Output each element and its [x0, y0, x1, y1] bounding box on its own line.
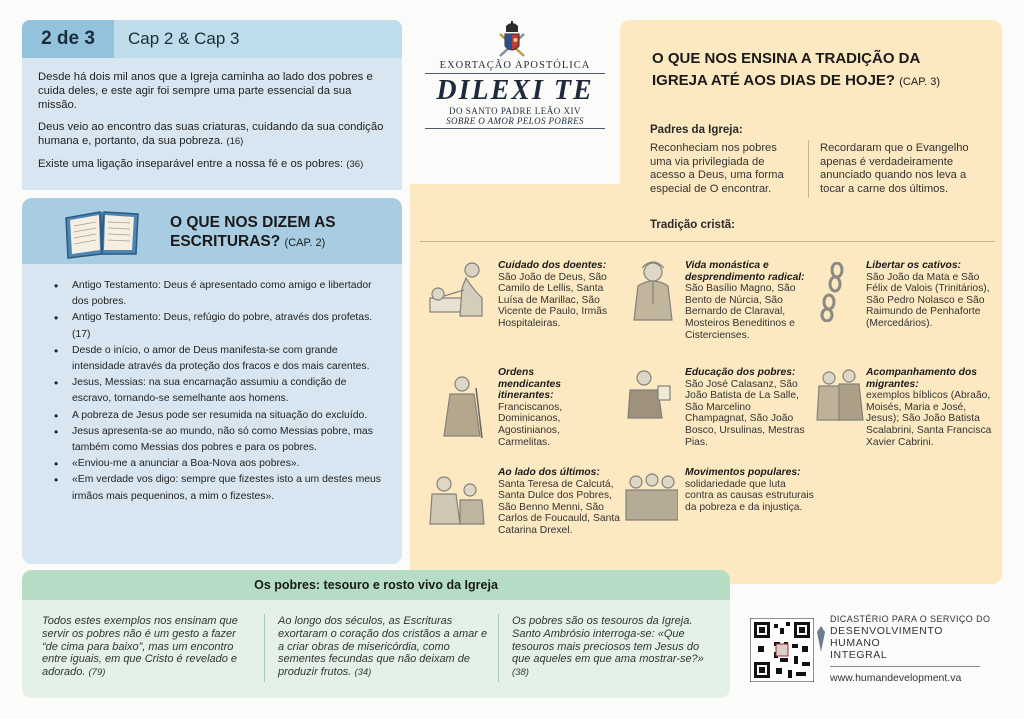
- tradition-cell-migrants: [866, 367, 994, 448]
- intro-p3-text: Existe uma ligação inseparável entre a nossa fé e os pobres:: [38, 158, 344, 170]
- title-rule-top: [425, 73, 605, 74]
- tradition-title: [652, 48, 982, 93]
- cell-body: Santa Teresa de Calcutá, Santa Dulce dos Pobres, São Benno Menni, São Carlos de Foucauld, Santa Catarina Drexel.: [498, 478, 620, 536]
- cell-body: São Basílio Magno, São Bento de Núrcia, São Bernardo de Claraval, Mosteiros Beneditinos e Cistercienses.: [685, 283, 796, 341]
- scriptures-title-text: ESCRITURAS?: [170, 233, 281, 250]
- scriptures-list: [54, 278, 382, 505]
- cell-title: Movimentos populares:: [685, 467, 801, 478]
- intro-paragraph-2: [38, 120, 386, 149]
- cell-title: Libertar os cativos:: [866, 260, 961, 271]
- cell-title: Cuidado dos doentes:: [498, 260, 607, 271]
- qr-code-icon[interactable]: [750, 618, 814, 682]
- cell-title: Vida monástica e desprendimento radical:: [685, 260, 805, 283]
- dicastery-line2: HUMANO: [830, 637, 881, 649]
- intro-p2-text: Deus veio ao encontro das suas criaturas, cuidando da sua condição humana e, portanto, da sua pobreza.: [38, 121, 384, 147]
- migrants-illustration: [815, 366, 865, 427]
- website-link[interactable]: www.humandevelopment.va: [830, 672, 962, 684]
- popular-movements-illustration: [624, 470, 678, 527]
- church-fathers-label: Padres da Igreja:: [650, 124, 743, 136]
- band-col2-ref: (34): [354, 667, 372, 679]
- tradition-cell-mendicant: [498, 367, 588, 448]
- treasure-band-title: Os pobres: tesouro e rosto vivo da Igreja: [22, 570, 730, 600]
- tradition-cell-education: [685, 367, 813, 448]
- band-col2-text: Ao longo dos séculos, as Escrituras exortaram o coração dos cristãos a amar e a criar obras de misericórdia, como sementes fecundas que não deixam de produzir frutos.: [278, 615, 488, 679]
- band-col1-text: Todos estes exemplos nos ensinam que servir os pobres não é um gesto a fazer “de cima para baixo”, mas um encontro entre iguais, em que Cristo é revelado e adorado.: [42, 615, 238, 679]
- list-item: • «Em verdade vos digo: sempre que fizestes isto a um destes meus irmãos mais pequeninos, a mim o fizestes».: [54, 472, 382, 504]
- church-fathers-text-1: Reconheciam nos pobres uma via privilegiada de acesso a Deus, uma forma especial de O encontrar.: [650, 142, 784, 195]
- list-item: • Desde o início, o amor de Deus manifesta-se com grande intensidade através da proteção dos fracos e dos mais carentes.: [54, 343, 382, 375]
- scriptures-title-line2: [170, 232, 336, 253]
- dicastery-name: [830, 614, 1000, 661]
- cell-body: solidariedade que luta contra as causas estruturais da pobreza e da injustiça.: [685, 478, 814, 513]
- list-item: • Antigo Testamento: Deus, refúgio do pobre, através dos profetas. (17): [54, 310, 382, 342]
- band-column-1: [42, 615, 254, 680]
- cell-title: Acompanhamento dos migrantes:: [866, 367, 977, 390]
- teacher-illustration: [622, 366, 674, 425]
- scriptures-title-cap: (CAP. 2): [284, 237, 326, 249]
- dicastery-line1: DESENVOLVIMENTO: [830, 625, 944, 637]
- intro-p2-ref: (16): [226, 136, 244, 147]
- cell-body: São João da Mata e São Félix de Valois (Trinitários), São Pedro Nolasco e São Raimundo de Penhaforte (Mercedários).: [866, 271, 990, 329]
- intro-panel: [22, 58, 402, 190]
- church-fathers-text-2: Recordaram que o Evangelho apenas é verdadeiramente anunciado quando nos leva a tocar a carne dos últimos.: [820, 142, 969, 195]
- cell-body: São João de Deus, São Camilo de Lellis, Santa Luísa de Marillac, São Vicente de Paulo, Irmãs Hospitaleiras.: [498, 271, 608, 329]
- beside-the-last-illustration: [426, 470, 490, 531]
- scriptures-title-line1: O QUE NOS DIZEM AS: [170, 214, 336, 231]
- band-divider-2: [498, 614, 499, 682]
- tradition-title-cap: (CAP. 3): [899, 76, 941, 88]
- document-title: DILEXI TE: [436, 75, 594, 106]
- intro-paragraph-1: Desde há dois mil anos que a Igreja caminha ao lado dos pobres e cuida deles, e este agir foi sempre uma parte essencial da sua missão.: [38, 71, 373, 111]
- exhortation-label: EXORTAÇÃO APOSTÓLICA: [439, 60, 591, 71]
- band-column-3: [512, 615, 718, 680]
- band-col3-ref: (38): [512, 667, 529, 679]
- monk-illustration: [628, 258, 678, 327]
- caring-sick-illustration: [426, 258, 494, 327]
- open-book-icon: [62, 204, 142, 267]
- christian-tradition-label: Tradição cristã:: [650, 219, 736, 231]
- tradition-cell-movements: [685, 467, 815, 513]
- tradition-title-line1: O QUE NOS ENSINA A TRADIÇÃO DA: [652, 50, 921, 67]
- scriptures-body: [22, 264, 402, 564]
- dicastery-emblem-icon: [816, 626, 826, 657]
- footer-rule: [830, 666, 980, 667]
- list-item: • «Enviou-me a anunciar a Boa-Nova aos pobres».: [54, 456, 382, 472]
- cell-body: São José Calasanz, São João Batista de La Salle, São Marcelino Champagnat, São João Bosco, Ursulinas, Mestras Pias.: [685, 378, 805, 448]
- mendicant-friar-illustration: [436, 374, 486, 445]
- dicastery-small-line: DICASTÉRIO PARA O SERVIÇO DO: [830, 614, 991, 624]
- band-col1-ref: (79): [88, 667, 106, 679]
- list-item: • Antigo Testamento: Deus é apresentado como amigo e libertador dos pobres.: [54, 278, 382, 310]
- intro-p3-ref: (36): [346, 159, 364, 170]
- subtitle-line: SOBRE O AMOR PELOS POBRES: [446, 116, 584, 126]
- tradition-cell-sick: [498, 260, 616, 330]
- list-item: • A pobreza de Jesus pode ser resumida na situação do excluído.: [54, 408, 382, 424]
- cell-body: exemplos bíblicos (Abraão, Moisés, Maria e José, Jesus); São João Batista Scalabrini, Santa Francisca Xavier Cabrini.: [866, 390, 992, 448]
- tradition-title-text: IGREJA ATÉ AOS DIAS DE HOJE?: [652, 72, 896, 89]
- band-col3-text: Os pobres são os tesouros da Igreja. Santo Ambrósio interroga-se: «Que tesouros mais preciosos tem Jesus do que aqueles em que ama mostrar-se?»: [512, 615, 704, 666]
- tradition-cell-monastic: [685, 260, 813, 341]
- cell-body: Franciscanos, Dominicanos, Agostinianos, Carmelitas.: [498, 401, 563, 448]
- cell-title: Ao lado dos últimos:: [498, 467, 600, 478]
- broken-chain-icon: [815, 262, 851, 327]
- page-indicator: 2 de 3: [22, 20, 114, 58]
- band-column-2: [278, 615, 488, 680]
- tradition-title-line2: [652, 70, 982, 93]
- tradition-cell-captives: [866, 260, 996, 330]
- list-item: • Jesus, Messias: na sua encarnação assumiu a condição de escravo, tornando-se semelhante aos homens.: [54, 375, 382, 407]
- title-rule-bottom: [425, 128, 605, 129]
- cell-title: Educação dos pobres:: [685, 367, 796, 378]
- scriptures-title: [170, 213, 336, 253]
- list-item: • Jesus apresenta-se ao mundo, não só como Messias pobre, mas também como Messias dos pobres e para os pobres.: [54, 424, 382, 456]
- chapters-label: Cap 2 & Cap 3: [128, 29, 240, 48]
- cell-title: Ordens mendicantes itinerantes:: [498, 367, 561, 402]
- exhortation-title-block: [425, 54, 605, 131]
- intro-paragraph-3: [38, 157, 386, 172]
- dicastery-line3: INTEGRAL: [830, 649, 888, 661]
- tradition-rule: [420, 241, 995, 242]
- fathers-divider: [808, 140, 809, 198]
- author-line: DO SANTO PADRE LEÃO XIV: [448, 106, 581, 116]
- tradition-cell-last: [498, 467, 624, 537]
- band-divider-1: [264, 614, 265, 682]
